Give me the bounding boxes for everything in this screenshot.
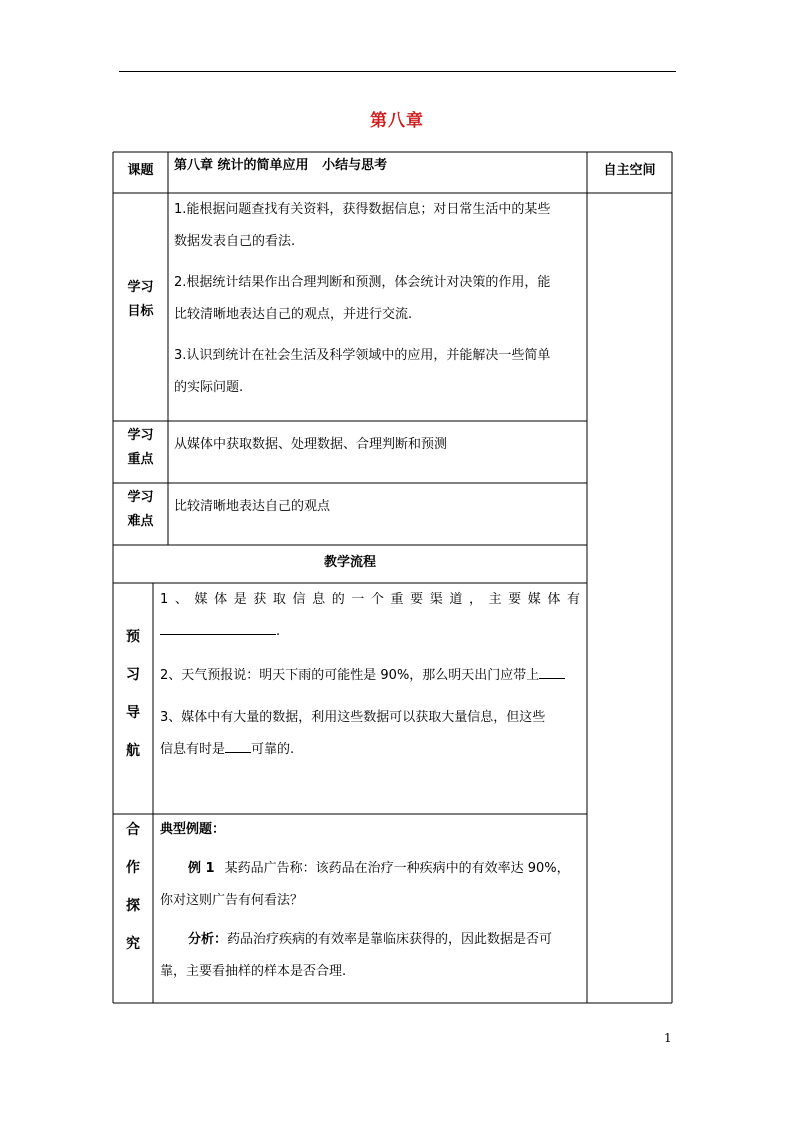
answer-blank <box>225 738 251 753</box>
page-number: 1 <box>664 1031 672 1045</box>
teaching-flow-heading: 教学流程 <box>323 555 376 570</box>
answer-blank <box>539 664 565 679</box>
preview-q3-pre: 信息有时是 <box>160 742 226 757</box>
example-section <box>160 814 580 988</box>
topic-title: 第八章 统计的简单应用 小结与思考 <box>174 158 388 173</box>
preview-guide-label <box>113 618 153 770</box>
objective-1-line2: 数据发表自己的看法. <box>174 234 296 249</box>
header-rule <box>119 71 676 72</box>
objective-2-line1: 2.根据统计结果作出合理判断和预测，体会统计对决策的作用，能 <box>174 275 551 290</box>
example-heading: 典型例题： <box>160 822 226 837</box>
objective-3-line2: 的实际问题. <box>174 380 244 395</box>
difficulties-label-line1: 学习 <box>127 490 154 505</box>
cooperative-inquiry-label <box>113 811 153 963</box>
answer-blank <box>160 620 276 635</box>
preview-questions <box>160 584 580 766</box>
preview-q3-post: 可靠的. <box>251 742 295 757</box>
objective-1-line1: 1.能根据问题查找有关资料，获得数据信息；对日常生活中的某些 <box>174 202 551 217</box>
explore-label-char-4: 究 <box>126 936 140 952</box>
objective-2-line2: 比较清晰地表达自己的观点，并进行交流. <box>174 307 413 322</box>
preview-q3-line1: 3、媒体中有大量的数据，利用这些数据可以获取大量信息，但这些 <box>160 710 546 725</box>
preview-label-char-2: 习 <box>126 667 140 683</box>
preview-label-char-1: 预 <box>126 629 140 645</box>
analysis-line2: 靠，主要看抽样的样本是否合理. <box>160 964 347 979</box>
difficulties-text: 比较清晰地表达自己的观点 <box>174 499 331 514</box>
example-1-line1 <box>160 853 580 885</box>
preview-label-char-3: 导 <box>126 705 140 721</box>
page-title: 第八章 <box>370 111 424 131</box>
difficulties-label <box>113 486 168 534</box>
analysis-text: 药品治疗疾病的有效率是靠临床获得的，因此数据是否可 <box>227 932 553 947</box>
key-points-label-line1: 学习 <box>127 428 154 443</box>
preview-q1-line2 <box>160 616 580 648</box>
objectives-text <box>174 194 582 404</box>
objectives-label <box>113 276 168 324</box>
preview-q2-text: 2、天气预报说：明天下雨的可能性是 90%，那么明天出门应带上 <box>160 668 540 683</box>
analysis-label: 分析： <box>188 932 228 947</box>
preview-q2 <box>160 660 580 692</box>
key-points-text: 从媒体中获取数据、处理数据、合理判断和预测 <box>174 437 448 452</box>
preview-q3-line2 <box>160 734 580 766</box>
objectives-label-line1: 学习 <box>127 280 154 295</box>
example-1-label: 例 1 <box>188 861 215 876</box>
objective-3-line1: 3.认识到统计在社会生活及科学领域中的应用，并能解决一些简单 <box>174 348 551 363</box>
example-1-line2: 你对这则广告有何看法？ <box>160 893 304 908</box>
preview-label-char-4: 航 <box>126 743 140 759</box>
difficulties-label-line2: 难点 <box>127 514 154 529</box>
topic-label: 课题 <box>127 163 154 178</box>
key-points-label <box>113 424 168 472</box>
explore-label-char-3: 探 <box>126 898 140 914</box>
key-points-label-line2: 重点 <box>127 452 154 467</box>
preview-q1-tail: . <box>276 624 281 639</box>
objectives-label-line2: 目标 <box>127 304 154 319</box>
explore-label-char-1: 合 <box>126 822 140 838</box>
analysis-line1 <box>160 924 580 956</box>
self-study-space-label: 自主空间 <box>603 163 656 178</box>
example-1-text: 某药品广告称：该药品在治疗一种疾病中的有效率达 90%， <box>224 861 570 876</box>
explore-label-char-2: 作 <box>126 860 140 876</box>
preview-q1-line1: 1、媒体是获取信息的一个重要渠道，主要媒体有 <box>160 592 580 607</box>
